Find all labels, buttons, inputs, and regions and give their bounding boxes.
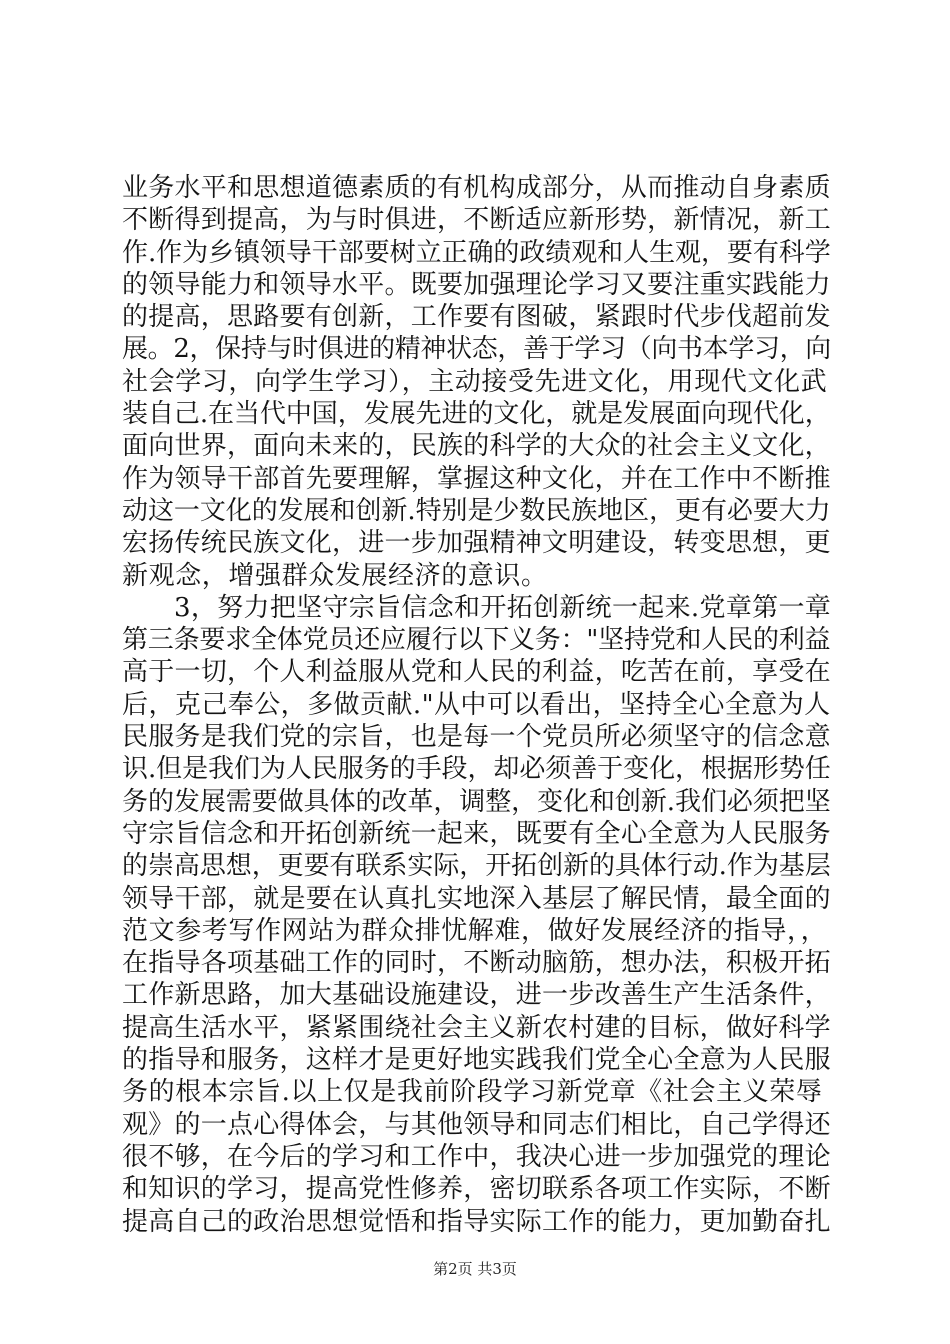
text-line: 的指导和服务，这样才是更好地实践我们党全心全意为人民服: [122, 1045, 831, 1076]
text-line: 3，努力把坚守宗旨信念和开拓创新统一起来.党章第一章: [174, 592, 832, 623]
text-line: 务的发展需要做具体的改革，调整，变化和创新.我们必须把坚: [122, 786, 831, 817]
text-line: 的领导能力和领导水平。既要加强理论学习又要注重实践能力: [122, 269, 831, 300]
text-line: 作.作为乡镇领导干部要树立正确的政绩观和人生观，要有科学: [122, 237, 831, 268]
text-line: 在指导各项基础工作的同时，不断动脑筋，想办法，积极开拓: [122, 948, 831, 979]
text-line: 提高生活水平，紧紧围绕社会主义新农村建的目标，做好科学: [122, 1012, 831, 1043]
body-text: [122, 172, 832, 1238]
text-line: 装自己.在当代中国，发展先进的文化，就是发展面向现代化，: [122, 399, 831, 430]
text-line: 观》的一点心得体会，与其他领导和同志们相比，自己学得还: [122, 1109, 831, 1140]
text-line: 工作新思路，加大基础设施建设，进一步改善生产生活条件，: [122, 980, 831, 1011]
text-line: 后，克己奉公，多做贡献."从中可以看出，坚持全心全意为人: [122, 689, 831, 720]
text-line: 范文参考写作网站为群众排忧解难，做好发展经济的指导，，: [122, 915, 828, 946]
text-line: 守宗旨信念和开拓创新统一起来，既要有全心全意为人民服务: [122, 818, 831, 849]
text-line: 新观念，增强群众发展经济的意识。: [122, 560, 548, 591]
text-line: 的崇高思想，更要有联系实际，开拓创新的具体行动.作为基层: [122, 851, 831, 882]
page-footer: 第2页 共3页: [433, 1260, 517, 1278]
text-line: 社会学习，向学生学习），主动接受先进文化，用现代文化武: [122, 366, 828, 397]
text-line: 动这一文化的发展和创新.特别是少数民族地区，更有必要大力: [122, 495, 831, 526]
text-line: 识.但是我们为人民服务的手段，却必须善于变化，根据形势任: [122, 754, 831, 785]
text-line: 第三条要求全体党员还应履行以下义务："坚持党和人民的利益: [122, 625, 831, 656]
text-line: 不断得到提高，为与时俱进，不断适应新形势，新情况，新工: [122, 205, 831, 236]
text-line: 作为领导干部首先要理解，掌握这种文化，并在工作中不断推: [122, 463, 831, 494]
text-line: 业务水平和思想道德素质的有机构成部分，从而推动自身素质: [122, 173, 831, 203]
text-line: 的提高，思路要有创新，工作要有图破，紧跟时代步伐超前发: [122, 302, 831, 333]
text-line: 和知识的学习，提高党性修养，密切联系各项工作实际，不断: [122, 1174, 831, 1205]
text-line: 领导干部，就是要在认真扎实地深入基层了解民情，最全面的: [122, 883, 831, 914]
text-line: 务的根本宗旨.以上仅是我前阶段学习新党章《社会主义荣辱: [122, 1077, 823, 1108]
text-line: 民服务是我们党的宗旨，也是每一个党员所必须坚守的信念意: [122, 722, 831, 753]
text-line: 很不够，在今后的学习和工作中，我决心进一步加强党的理论: [122, 1141, 831, 1172]
text-line: 展。2，保持与时俱进的精神状态，善于学习（向书本学习，向: [122, 334, 831, 365]
text-line: 面向世界，面向未来的，民族的科学的大众的社会主义文化，: [122, 431, 831, 462]
text-line: 宏扬传统民族文化，进一步加强精神文明建设，转变思想，更: [122, 528, 831, 559]
text-line: 提高自己的政治思想觉悟和指导实际工作的能力，更加勤奋扎: [122, 1206, 831, 1237]
text-line: 高于一切，个人利益服从党和人民的利益，吃苦在前，享受在: [122, 657, 831, 688]
